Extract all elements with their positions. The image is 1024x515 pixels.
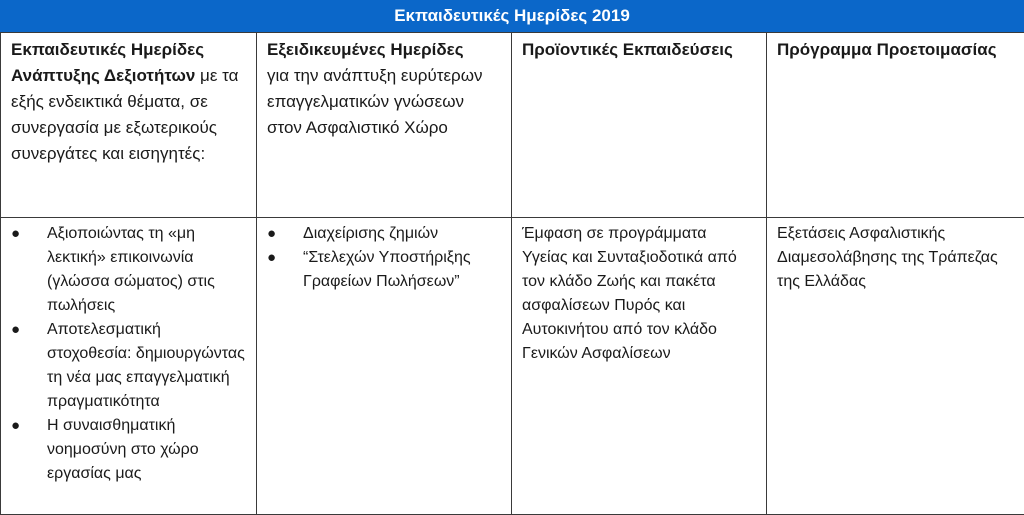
bullet-icon: ● bbox=[11, 222, 20, 246]
bullet-icon: ● bbox=[11, 414, 20, 438]
header-skills-rest: με τα εξής ενδεικτικά θέματα, σε συνεργασία με εξωτερικούς συνεργάτες και εισηγητές: bbox=[11, 66, 238, 163]
bullet-icon: ● bbox=[267, 222, 276, 246]
list-item: ● “Στελεχών Υποστήριξης Γραφείων Πωλήσεων” bbox=[267, 246, 501, 294]
table-title bbox=[0, 0, 1024, 33]
header-cell-skills bbox=[1, 33, 257, 218]
table-title-text: Εκπαιδευτικές Ημερίδες 2019 bbox=[394, 6, 630, 26]
content-row bbox=[1, 218, 1024, 515]
header-specialized-bold: Εξειδικευμένες Ημερίδες bbox=[267, 37, 501, 63]
bullet-icon: ● bbox=[267, 246, 276, 270]
header-cell-preparation-program bbox=[767, 33, 1024, 218]
list-item: ● Η συναισθηματική νοημοσύνη στο χώρο εργασίας μας bbox=[11, 414, 246, 486]
header-skills-bold: Εκπαιδευτικές Ημερίδες Ανάπτυξης Δεξιοτήτων bbox=[11, 40, 204, 85]
specialized-bullet-list bbox=[267, 222, 501, 294]
header-specialized-rest: για την ανάπτυξη ευρύτερων επαγγελματικών γνώσεων στον Ασφαλιστικό Χώρο bbox=[267, 63, 501, 141]
content-cell-skills bbox=[1, 218, 257, 515]
content-cell-preparation-program bbox=[767, 218, 1024, 515]
list-item: ● Αξιοποιώντας τη «μη λεκτική» επικοινωνία (γλώσσα σώματος) στις πωλήσεις bbox=[11, 222, 246, 318]
content-cell-specialized bbox=[257, 218, 512, 515]
header-cell-specialized bbox=[257, 33, 512, 218]
content-cell-product-training bbox=[512, 218, 767, 515]
list-item: ● Αποτελεσματική στοχοθεσία: δημιουργώντας τη νέα μας επαγγελματική πραγματικότητα bbox=[11, 318, 246, 414]
header-preparation-bold: Πρόγραμμα Προετοιμασίας bbox=[777, 37, 1014, 63]
header-cell-product-training bbox=[512, 33, 767, 218]
list-item: ● Διαχείρισης ζημιών bbox=[267, 222, 501, 246]
header-product-training-bold: Προϊοντικές Εκπαιδεύσεις bbox=[522, 37, 756, 63]
product-training-text: Έμφαση σε προγράμματα Υγείας και Συνταξιοδοτικά από τον κλάδο Ζωής και πακέτα ασφαλίσεων Πυρός και Αυτοκινήτου από τον κλάδο Γενικών Ασφαλίσεων bbox=[522, 222, 756, 366]
seminars-table bbox=[0, 32, 1024, 515]
preparation-program-text: Εξετάσεις Ασφαλιστικής Διαμεσολάβησης της Τράπεζας της Ελλάδας bbox=[777, 222, 1014, 294]
bullet-icon: ● bbox=[11, 318, 20, 342]
skills-bullet-list bbox=[11, 222, 246, 486]
header-row bbox=[1, 33, 1024, 218]
